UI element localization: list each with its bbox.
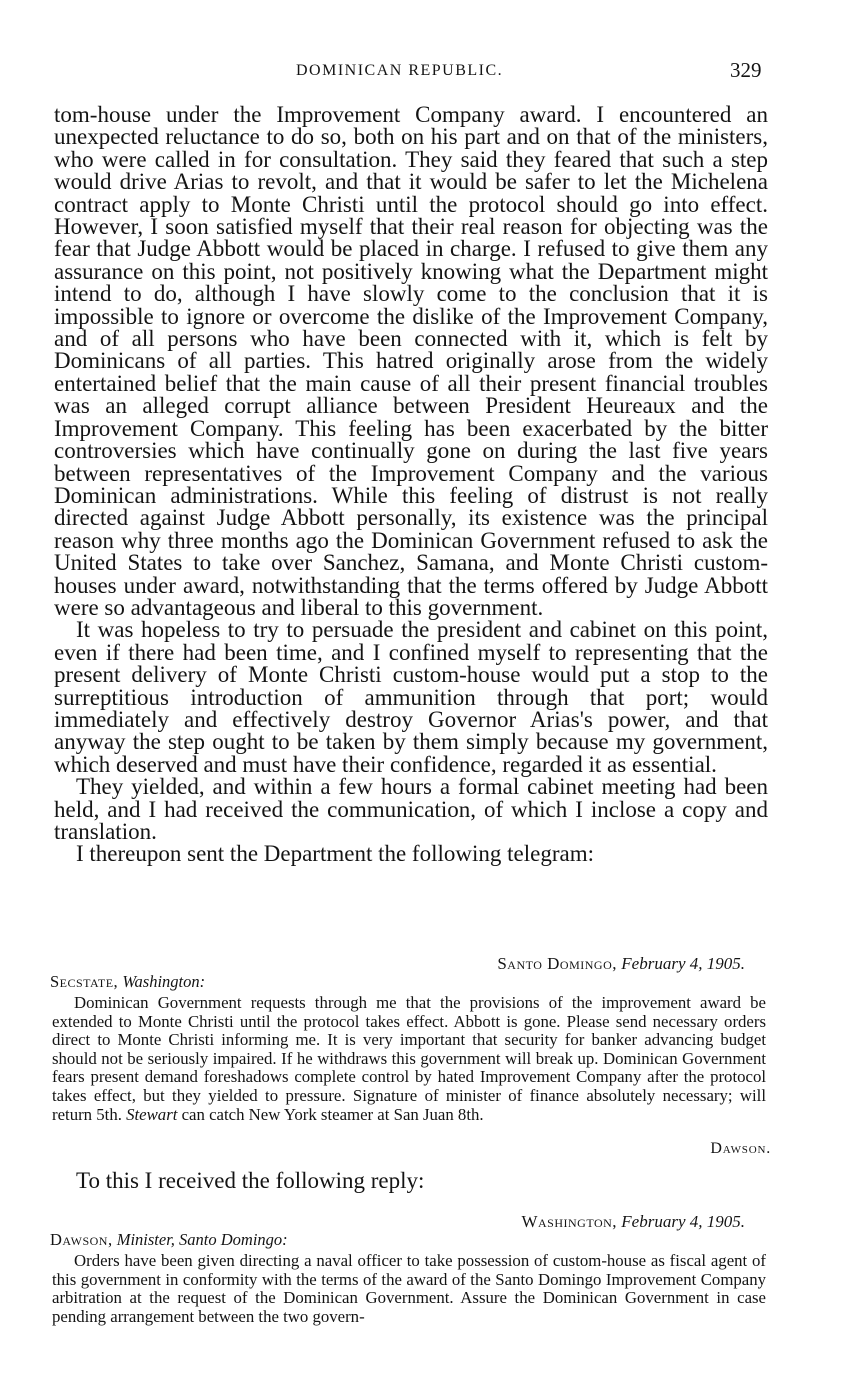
telegram-1-date: February 4, 1905. xyxy=(621,954,745,973)
telegram-2-dateline xyxy=(521,1212,745,1232)
telegram-2-addressee-name: Dawson, xyxy=(50,1230,113,1249)
paragraph-4: I thereupon sent the Department the following telegram: xyxy=(76,841,594,867)
telegram-2-body: Orders have been given directing a naval officer to take possession of custom-house as fiscal agent of this government in conformity with the terms of the award of the Santo Domingo Improvement Company arbitration at the request of the Dominican Government. Assure the Dominican Government in case pending arrangement between the two govern- xyxy=(52,1251,766,1326)
telegram-1-addressee-place: Washington: xyxy=(122,972,206,991)
body-text xyxy=(54,104,768,866)
page-number: 329 xyxy=(730,58,762,82)
telegram-1-signature: Dawson. xyxy=(710,1140,771,1157)
telegram-2-addressee-place: Minister, Santo Domingo: xyxy=(116,1230,288,1249)
telegram-2-date: February 4, 1905. xyxy=(621,1212,745,1231)
telegram-2-addressee xyxy=(50,1230,288,1250)
telegram-1-addressee xyxy=(50,972,205,992)
telegram-1-addressee-name: Secstate, xyxy=(50,972,119,991)
telegram-1-closing-text: can catch New York steamer at San Juan 8th. xyxy=(181,1104,484,1124)
reply-intro: To this I received the following reply: xyxy=(76,1168,425,1193)
telegram-2-place: Washington, xyxy=(521,1212,618,1231)
running-head: DOMINICAN REPUBLIC. xyxy=(296,62,504,79)
telegram-1-place: Santo Domingo, xyxy=(497,954,618,973)
telegram-1-body xyxy=(52,994,766,1124)
paragraph-3: They yielded, and within a few hours a formal cabinet meeting had been held, and I had received the communication, of which I inclose a copy and translation. xyxy=(54,774,768,844)
telegram-1-closing-name: Stewart xyxy=(126,1104,178,1124)
paragraph-1: tom-house under the Improvement Company award. I encountered an unexpected reluctance to do so, both on his part and on that of the ministers, who were called in for consultation. They said they feared that such a step would drive Arias to revolt, and that it would be safer to let the Michelena contract apply to Monte Christi until the protocol should go into effect. However, I soon satisfied myself that their real reason for objecting was the fear that Judge Abbott would be placed in charge. I refused to give them any assurance on this point, not positively knowing what the Department might intend to do, although I have slowly come to the conclusion that it is impossible to ignore or overcome the dislike of the Improvement Company, and of all persons who have been connected with it, which is felt by Dominicans of all parties. This hatred originally arose from the widely entertained belief that the main cause of all their present financial troubles was an alleged corrupt alliance between President Heureaux and the Improvement Company. This feeling has been exacerbated by the bitter controversies which have continually gone on during the last five years between representatives of the Improvement Company and the various Dominican administrations. While this feeling of distrust is not really directed against Judge Abbott personally, its existence was the principal reason why three months ago the Dominican Government refused to ask the United States to take over Sanchez, Samana, and Monte Christi custom-houses under award, notwithstanding that the terms offered by Judge Abbott were so advantageous and liberal to this government. xyxy=(54,102,768,620)
telegram-1-dateline xyxy=(497,954,745,974)
paragraph-2: It was hopeless to try to persuade the president and cabinet on this point, even if there had been time, and I confined myself to representing that the present delivery of Monte Christi custom-house would put a stop to the surreptitious introduction of ammunition through that port; would immediately and effectively destroy Governor Arias's power, and that anyway the step ought to be taken by them simply because my government, which deserved and must have their confidence, regarded it as essential. xyxy=(54,617,768,777)
telegram-1-text: Dominican Government requests through me that the provisions of the improvement award be extended to Monte Christi until the protocol takes effect. Abbott is gone. Please send necessary orders direct to Monte Christi informing me. It is very important that security for banker advancing budget should not be seriously impaired. If he withdraws this government will break up. Dominican Government fears present demand foreshadows complete control by hated Improvement Company after the protocol takes effect, but they yielded to pressure. Signature of minister of finance absolutely necessary; will return 5th. xyxy=(52,993,766,1124)
